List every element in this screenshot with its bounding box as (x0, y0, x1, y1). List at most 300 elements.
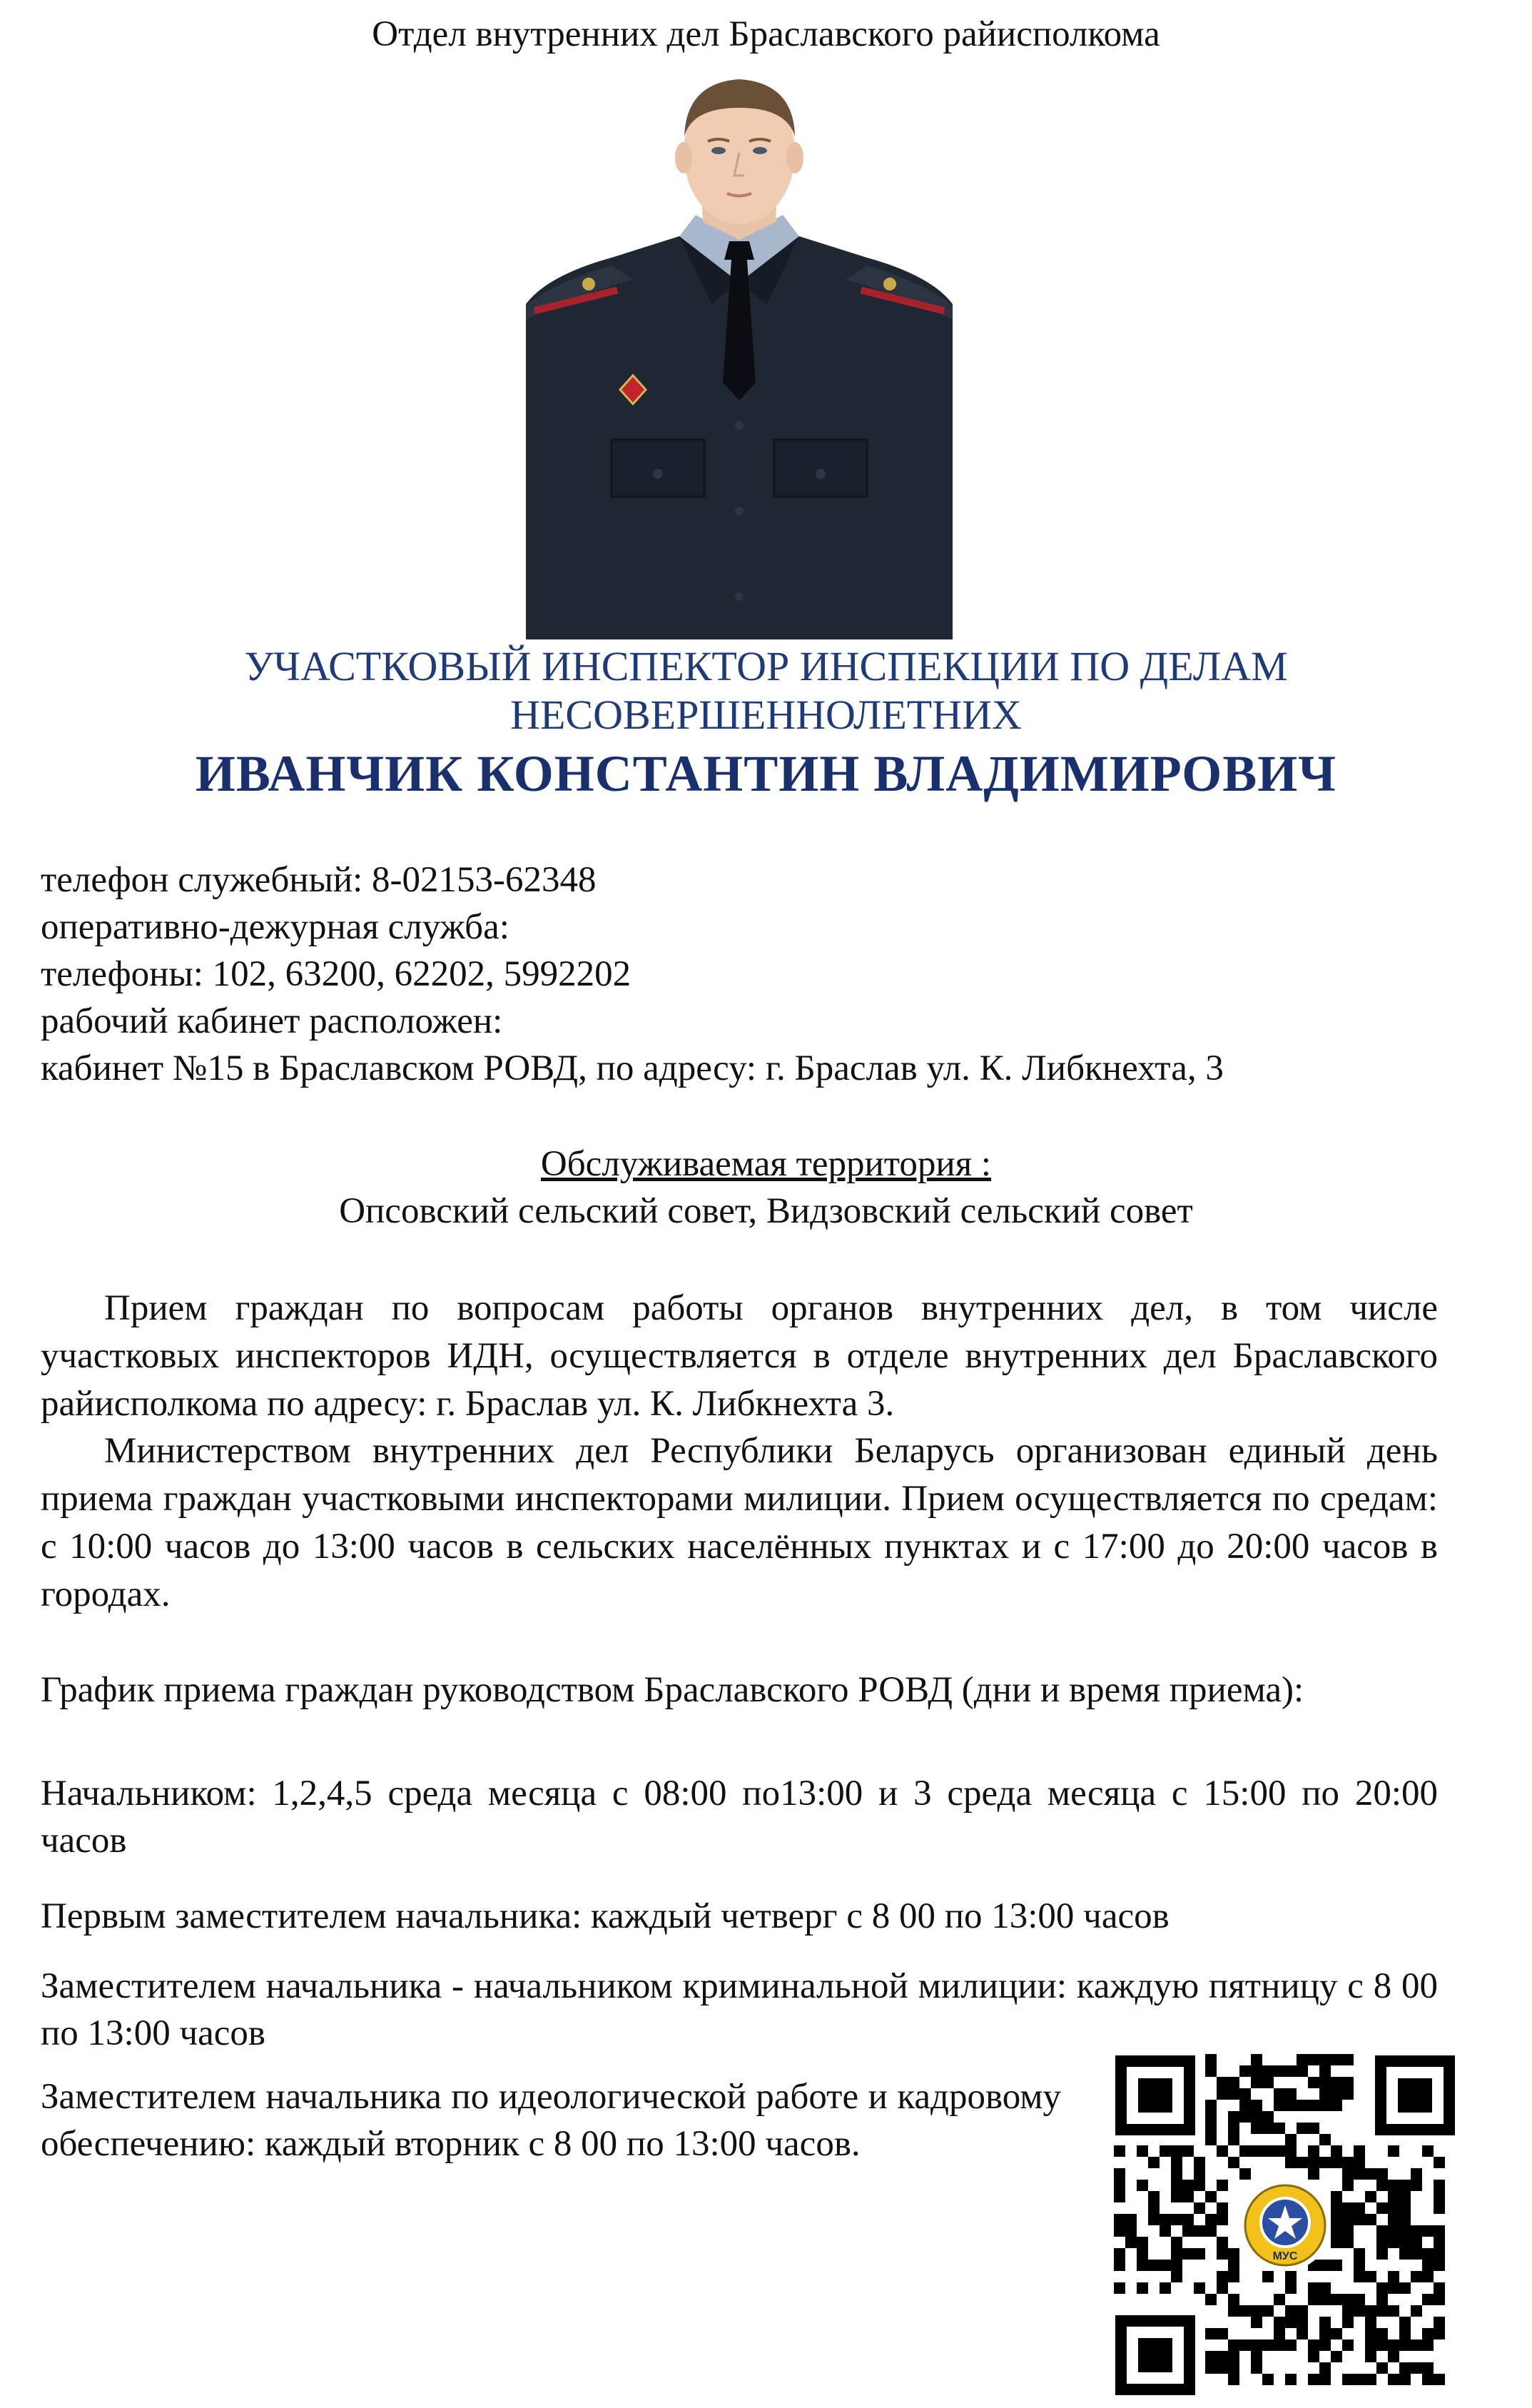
qr-module (1262, 2271, 1274, 2282)
qr-module (1160, 2225, 1171, 2237)
qr-module (1331, 2328, 1342, 2339)
qr-module (1274, 2100, 1285, 2111)
qr-module (1434, 2282, 1445, 2294)
qr-module (1376, 2362, 1388, 2374)
qr-module (1331, 2202, 1342, 2214)
qr-module (1331, 2225, 1342, 2237)
qr-module (1228, 2351, 1239, 2362)
qr-module (1171, 2191, 1182, 2202)
qr-module (1182, 2225, 1194, 2237)
qr-module (1297, 2328, 1308, 2339)
qr-module (1137, 2145, 1148, 2157)
qr-module (1354, 2168, 1365, 2180)
qr-module (1182, 2191, 1194, 2202)
qr-module (1342, 2305, 1354, 2317)
qr-module (1422, 2271, 1434, 2282)
qr-module (1434, 2328, 1445, 2339)
qr-module (1422, 2339, 1434, 2351)
qr-module (1262, 2305, 1274, 2317)
qr-module (1239, 2065, 1251, 2077)
qr-module (1114, 2145, 1125, 2157)
qr-module (1319, 2260, 1331, 2271)
qr-module (1239, 2088, 1251, 2100)
qr-module (1125, 2225, 1137, 2237)
qr-module (1319, 2294, 1331, 2305)
qr-module (1308, 2100, 1319, 2111)
qr-module (1388, 2374, 1399, 2385)
qr-module (1137, 2237, 1148, 2248)
qr-module (1217, 2180, 1228, 2191)
qr-module (1308, 2145, 1319, 2157)
qr-module (1434, 2180, 1445, 2191)
qr-module (1194, 2180, 1205, 2191)
qr-module (1319, 2317, 1331, 2328)
qr-module (1171, 2248, 1182, 2260)
qr-module (1285, 2339, 1297, 2351)
qr-module (1399, 2202, 1411, 2214)
qr-module (1319, 2374, 1331, 2385)
qr-module (1399, 2328, 1411, 2339)
qr-module (1331, 2088, 1342, 2100)
qr-module (1342, 2374, 1354, 2385)
qr-module (1285, 2317, 1297, 2328)
qr-module (1217, 2271, 1228, 2282)
qr-module (1354, 2271, 1365, 2282)
qr-module (1285, 2374, 1297, 2385)
qr-module (1182, 2180, 1194, 2191)
qr-module (1399, 2248, 1411, 2260)
office-address: кабинет №15 в Браславском РОВД, по адресу: г. Браслав ул. К. Либкнехта, 3 (41, 1048, 1224, 1088)
qr-module (1319, 2362, 1331, 2374)
position-line-1: УЧАСТКОВЫЙ ИНСПЕКТОР ИНСПЕКЦИИ ПО ДЕЛАМ (244, 643, 1288, 689)
qr-module (1365, 2351, 1376, 2362)
qr-module (1217, 2088, 1228, 2100)
qr-module (1331, 2077, 1342, 2088)
qr-module (1205, 2065, 1217, 2077)
qr-module (1297, 2317, 1308, 2328)
qr-module (1434, 2374, 1445, 2385)
qr-module (1205, 2191, 1217, 2202)
qr-module (1194, 2248, 1205, 2260)
qr-module (1251, 2111, 1262, 2123)
qr-code[interactable] (1108, 2048, 1462, 2402)
qr-module (1422, 2260, 1434, 2271)
organization-header: Отдел внутренних дел Браславского райисполкома (372, 14, 1160, 54)
qr-module (1114, 2282, 1125, 2294)
qr-module (1434, 2260, 1445, 2271)
qr-module (1182, 2214, 1194, 2225)
qr-module (1137, 2180, 1148, 2191)
qr-module (1251, 2077, 1262, 2088)
qr-module (1319, 2100, 1331, 2111)
qr-module (1274, 2145, 1285, 2157)
qr-module (1365, 2214, 1376, 2225)
qr-module (1434, 2191, 1445, 2202)
qr-module (1331, 2351, 1342, 2362)
qr-module (1228, 2260, 1239, 2271)
qr-module (1114, 2191, 1125, 2202)
qr-module (1148, 2202, 1160, 2214)
qr-module (1331, 2145, 1342, 2157)
qr-module (1331, 2260, 1342, 2271)
qr-module (1411, 2362, 1422, 2374)
qr-module (1205, 2054, 1217, 2065)
qr-module (1262, 2123, 1274, 2134)
qr-module (1422, 2294, 1434, 2305)
qr-module (1114, 2225, 1125, 2237)
qr-module (1319, 2054, 1331, 2065)
qr-module (1239, 2168, 1251, 2180)
qr-module (1160, 2282, 1171, 2294)
qr-module (1376, 2180, 1388, 2191)
qr-module (1297, 2305, 1308, 2317)
schedule-deputy-criminal: Заместителем начальника - начальником криминальной милиции: каждую пятницу с 8 00 по 13:00 часов (41, 1966, 1438, 2053)
qr-module (1137, 2282, 1148, 2294)
qr-module (1285, 2271, 1297, 2282)
qr-module (1411, 2271, 1422, 2282)
qr-module (1411, 2248, 1422, 2260)
qr-module (1308, 2123, 1319, 2134)
qr-module (1308, 2351, 1319, 2362)
qr-module (1114, 2248, 1125, 2260)
qr-module (1365, 2191, 1376, 2202)
qr-module (1171, 2145, 1182, 2157)
qr-module (1217, 2214, 1228, 2225)
qr-module (1194, 2202, 1205, 2214)
qr-module (1354, 2145, 1365, 2157)
qr-module (1297, 2065, 1308, 2077)
qr-module (1160, 2214, 1171, 2225)
qr-module (1285, 2282, 1297, 2294)
territory-value: Опсовский сельский совет, Видзовский сельский совет (339, 1191, 1193, 1231)
qr-module (1354, 2374, 1365, 2385)
qr-module (1251, 2123, 1262, 2134)
service-phone: телефон служебный: 8-02153-62348 (41, 860, 597, 900)
qr-module (1376, 2339, 1388, 2351)
qr-module (1422, 2225, 1434, 2237)
qr-module (1434, 2237, 1445, 2248)
qr-module (1411, 2305, 1422, 2317)
qr-module (1114, 2168, 1125, 2180)
qr-module (1342, 2317, 1354, 2328)
qr-module (1399, 2191, 1411, 2202)
qr-module (1434, 2248, 1445, 2260)
qr-module (1114, 2214, 1125, 2225)
qr-module (1376, 2328, 1388, 2339)
qr-module (1411, 2237, 1422, 2248)
qr-module (1399, 2374, 1411, 2385)
qr-module (1331, 2100, 1342, 2111)
qr-module (1274, 2088, 1285, 2100)
qr-module (1205, 2214, 1217, 2225)
qr-module (1251, 2339, 1262, 2351)
qr-module (1319, 2065, 1331, 2077)
qr-module (1182, 2145, 1194, 2157)
reception-paragraph-2: Министерством внутренних дел Республики Беларусь организован единый день приема граждан участковыми инспекторами милиции. Прием осуществляется по средам: с 10:00 часов до 13:00 часов в сельских населённых пунктах и с 17:00 до 20:00 часов в городах. (41, 1431, 1438, 1614)
qr-module (1217, 2351, 1228, 2362)
qr-module (1319, 2088, 1331, 2100)
qr-module (1308, 2168, 1319, 2180)
qr-module (1376, 2248, 1388, 2260)
qr-module (1285, 2305, 1297, 2317)
qr-module (1205, 2362, 1217, 2374)
qr-module (1342, 2294, 1354, 2305)
qr-module (1388, 2202, 1399, 2214)
qr-module (1319, 2157, 1331, 2168)
qr-module (1285, 2157, 1297, 2168)
qr-module (1205, 2111, 1217, 2123)
qr-module (1137, 2248, 1148, 2260)
qr-module (1251, 2145, 1262, 2157)
qr-module (1194, 2282, 1205, 2294)
qr-module (1171, 2168, 1182, 2180)
schedule-first-deputy: Первым заместителем начальника: каждый четверг с 8 00 по 13:00 часов (41, 1896, 1170, 1936)
qr-module (1365, 2317, 1376, 2328)
contact-block (41, 856, 1496, 1092)
qr-module (1297, 2157, 1308, 2168)
qr-module (1228, 2248, 1239, 2260)
qr-module (1376, 2202, 1388, 2214)
qr-module (1171, 2260, 1182, 2271)
officer-position (0, 642, 1532, 739)
qr-module (1171, 2180, 1182, 2191)
qr-module (1331, 2294, 1342, 2305)
officer-name: ИВАНЧИК КОНСТАНТИН ВЛАДИМИРОВИЧ (195, 745, 1337, 802)
qr-module (1342, 2088, 1354, 2100)
qr-module (1354, 2157, 1365, 2168)
qr-module (1342, 2054, 1354, 2065)
schedule-chief: Начальником: 1,2,4,5 среда месяца с 08:00 по13:00 и 3 среда месяца с 15:00 по 20:00 часов (41, 1774, 1438, 1861)
qr-module (1217, 2077, 1228, 2088)
qr-module (1262, 2374, 1274, 2385)
qr-module (1228, 2123, 1239, 2134)
qr-module (1114, 2180, 1125, 2191)
qr-module (1285, 2145, 1297, 2157)
police-emblem-icon (1239, 2180, 1331, 2271)
qr-module (1308, 2294, 1319, 2305)
qr-module (1331, 2237, 1342, 2248)
qr-module (1217, 2328, 1228, 2339)
qr-module (1228, 2339, 1239, 2351)
qr-module (1434, 2294, 1445, 2305)
qr-module (1308, 2374, 1319, 2385)
qr-module (1388, 2214, 1399, 2225)
qr-module (1399, 2339, 1411, 2351)
qr-module (1239, 2145, 1251, 2157)
qr-module (1354, 2305, 1365, 2317)
qr-module (1148, 2214, 1160, 2225)
qr-module (1319, 2328, 1331, 2339)
qr-module (1297, 2123, 1308, 2134)
qr-module (1342, 2225, 1354, 2237)
qr-module (1251, 2362, 1262, 2374)
qr-module (1217, 2145, 1228, 2157)
qr-module (1388, 2271, 1399, 2282)
qr-module (1376, 2305, 1388, 2317)
qr-module (1217, 2202, 1228, 2214)
qr-module (1308, 2077, 1319, 2088)
qr-module (1365, 2328, 1376, 2339)
qr-module (1262, 2077, 1274, 2088)
qr-module (1365, 2271, 1376, 2282)
qr-module (1354, 2294, 1365, 2305)
qr-module (1262, 2145, 1274, 2157)
reception-paragraph-1: Прием граждан по вопросам работы органов внутренних дел, в том числе участковых инспекторов ИДН, осуществляется в отделе внутренних дел Браславского райисполкома по адресу: г. Браслав ул. К. Либкнехта 3. (41, 1288, 1438, 1424)
qr-module (1342, 2077, 1354, 2088)
qr-module (1228, 2305, 1239, 2317)
qr-module (1342, 2180, 1354, 2191)
duty-service-label: оперативно-дежурная служба: (41, 907, 509, 947)
qr-module (1205, 2351, 1217, 2362)
qr-code-icon (1108, 2048, 1462, 2402)
qr-module (1308, 2157, 1319, 2168)
qr-module (1422, 2328, 1434, 2339)
qr-module (1251, 2100, 1262, 2111)
qr-module (1434, 2225, 1445, 2237)
qr-module (1388, 2145, 1399, 2157)
qr-module (1274, 2317, 1285, 2328)
officer-portrait-icon (526, 69, 953, 639)
qr-module (1308, 2339, 1319, 2351)
qr-module (1239, 2100, 1251, 2111)
qr-module (1342, 2202, 1354, 2214)
qr-module (1354, 2248, 1365, 2260)
qr-module (1331, 2191, 1342, 2202)
office-label: рабочий кабинет расположен: (41, 1001, 503, 1041)
officer-photo (526, 69, 953, 639)
qr-module (1365, 2339, 1376, 2351)
emblem-text: МУС (1272, 2250, 1298, 2262)
qr-module (1376, 2225, 1388, 2237)
qr-module (1194, 2157, 1205, 2168)
qr-module (1331, 2054, 1342, 2065)
qr-module (1171, 2271, 1182, 2282)
qr-module (1274, 2065, 1285, 2077)
qr-module (1217, 2362, 1228, 2374)
qr-module (1194, 2168, 1205, 2180)
qr-module (1308, 2282, 1319, 2294)
qr-module (1205, 2134, 1217, 2145)
qr-module (1274, 2123, 1285, 2134)
qr-module (1171, 2214, 1182, 2225)
qr-module (1399, 2362, 1411, 2374)
qr-module (1411, 2339, 1422, 2351)
qr-module (1388, 2339, 1399, 2351)
qr-module (1354, 2260, 1365, 2271)
qr-module (1365, 2168, 1376, 2180)
qr-module (1217, 2282, 1228, 2294)
qr-module (1182, 2248, 1194, 2260)
qr-module (1251, 2065, 1262, 2077)
qr-module (1354, 2214, 1365, 2225)
qr-module (1422, 2374, 1434, 2385)
position-line-2: НЕСОВЕРШЕННОЛЕТНИХ (510, 692, 1022, 738)
qr-module (1285, 2088, 1297, 2100)
qr-module (1205, 2123, 1217, 2134)
qr-module (1125, 2214, 1137, 2225)
qr-module (1228, 2134, 1239, 2145)
qr-module (1285, 2134, 1297, 2145)
qr-module (1376, 2237, 1388, 2248)
qr-module (1285, 2100, 1297, 2111)
qr-module (1422, 2248, 1434, 2260)
qr-module (1319, 2134, 1331, 2145)
qr-module (1125, 2237, 1137, 2248)
qr-module (1228, 2077, 1239, 2088)
qr-module (1399, 2282, 1411, 2294)
qr-module (1342, 2237, 1354, 2248)
qr-module (1399, 2317, 1411, 2328)
qr-module (1411, 2180, 1422, 2191)
qr-module (1228, 2271, 1239, 2282)
qr-module (1148, 2157, 1160, 2168)
qr-module (1365, 2374, 1376, 2385)
qr-module (1251, 2054, 1262, 2065)
qr-module (1319, 2077, 1331, 2088)
qr-module (1388, 2180, 1399, 2191)
qr-module (1262, 2339, 1274, 2351)
qr-module (1228, 2157, 1239, 2168)
qr-module (1331, 2157, 1342, 2168)
qr-module (1205, 2328, 1217, 2339)
qr-module (1342, 2214, 1354, 2225)
qr-module (1422, 2145, 1434, 2157)
qr-module (1388, 2305, 1399, 2317)
qr-module (1399, 2214, 1411, 2225)
schedule-title: График приема граждан руководством Браславского РОВД (дни и время приема): (41, 1670, 1304, 1710)
qr-module (1251, 2351, 1262, 2362)
qr-module (1388, 2191, 1399, 2202)
qr-module (1262, 2065, 1274, 2077)
qr-module (1388, 2237, 1399, 2248)
qr-module (1171, 2157, 1182, 2168)
qr-module (1342, 2157, 1354, 2168)
qr-module (1205, 2100, 1217, 2111)
qr-module (1365, 2305, 1376, 2317)
duty-phones: телефоны: 102, 63200, 62202, 5992202 (41, 954, 631, 994)
qr-module (1160, 2260, 1171, 2271)
qr-module (1434, 2202, 1445, 2214)
qr-module (1239, 2111, 1251, 2123)
territory-title (0, 1140, 1532, 1188)
qr-module (1434, 2157, 1445, 2168)
qr-module (1171, 2237, 1182, 2248)
qr-module (1411, 2168, 1422, 2180)
qr-module (1399, 2225, 1411, 2237)
qr-module (1239, 2305, 1251, 2317)
territory-title-text: Обслуживаемая территория : (540, 1144, 992, 1184)
qr-module (1308, 2054, 1319, 2065)
qr-module (1319, 2339, 1331, 2351)
qr-module (1376, 2282, 1388, 2294)
qr-module (1434, 2317, 1445, 2328)
qr-module (1411, 2225, 1422, 2237)
qr-module (1148, 2260, 1160, 2271)
qr-module (1342, 2339, 1354, 2351)
qr-module (1297, 2100, 1308, 2111)
qr-module (1388, 2351, 1399, 2362)
qr-module (1160, 2145, 1171, 2157)
qr-module (1137, 2260, 1148, 2271)
qr-module (1331, 2214, 1342, 2225)
qr-module (1148, 2191, 1160, 2202)
qr-module (1251, 2305, 1262, 2317)
qr-module (1319, 2282, 1331, 2294)
qr-module (1376, 2294, 1388, 2305)
qr-module (1228, 2088, 1239, 2100)
qr-module (1228, 2111, 1239, 2123)
qr-module (1217, 2248, 1228, 2260)
